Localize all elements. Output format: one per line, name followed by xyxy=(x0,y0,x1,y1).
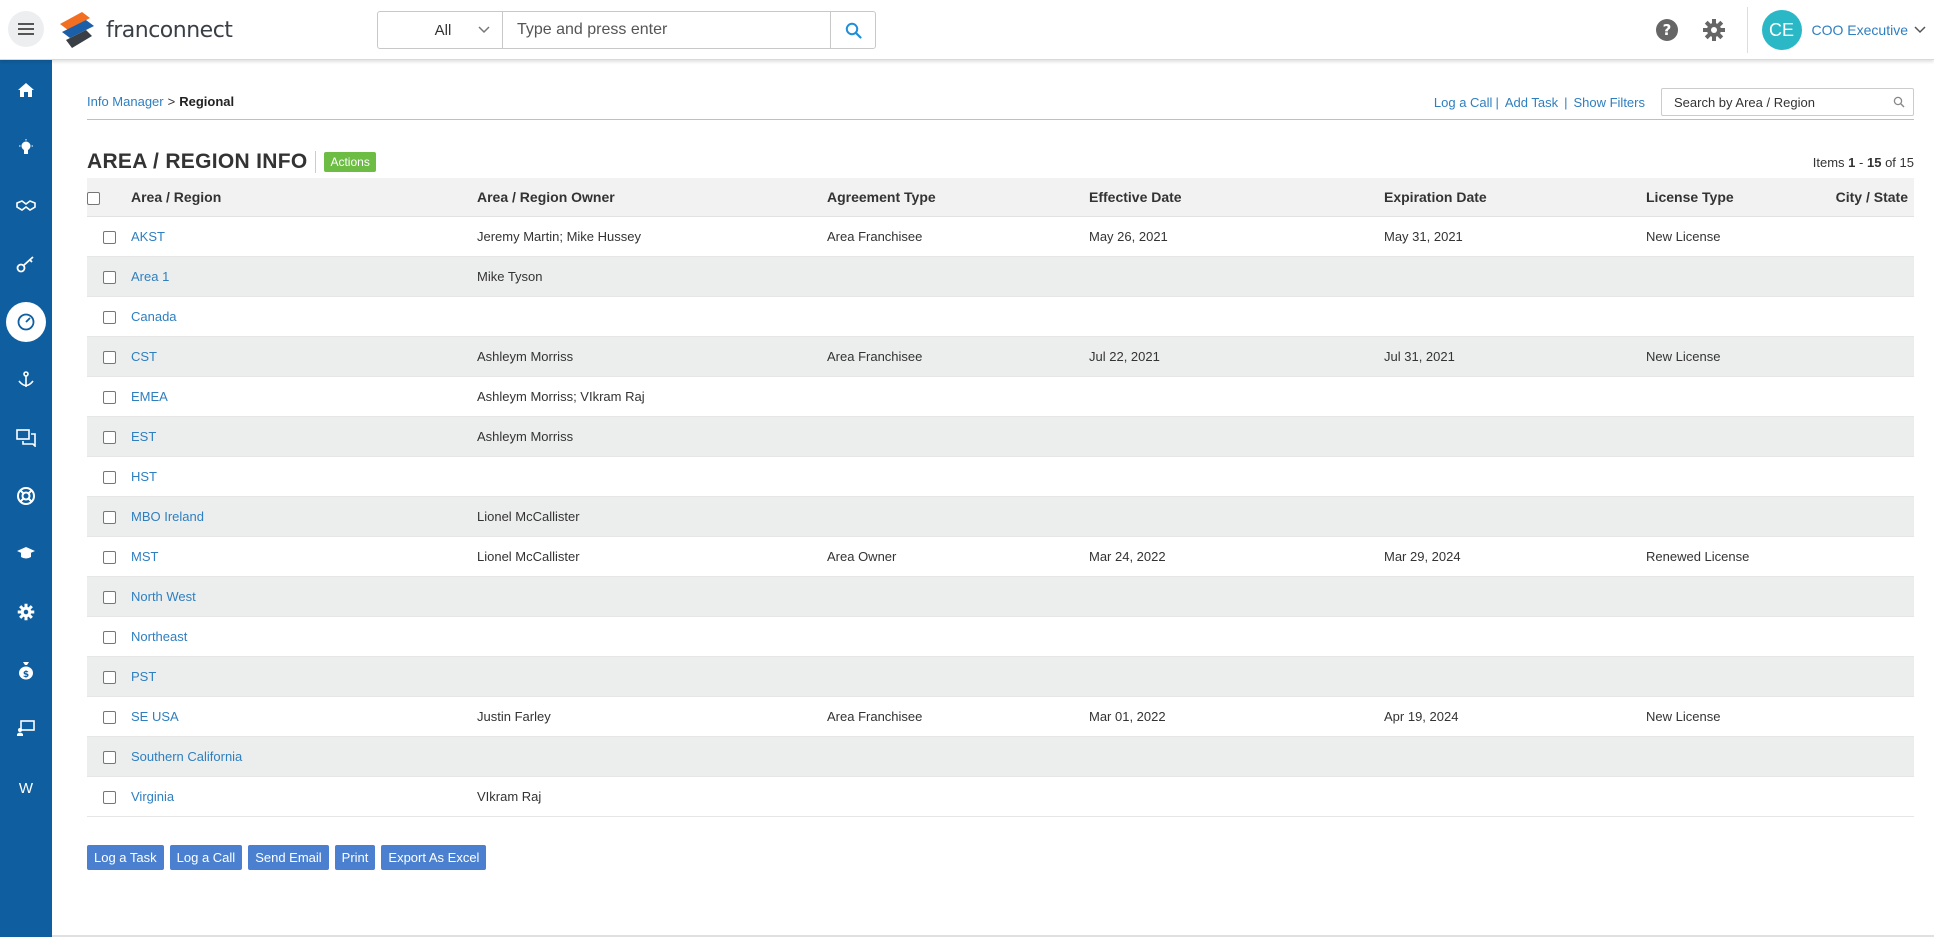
sidebar-item-home[interactable] xyxy=(0,70,52,110)
table-row xyxy=(87,416,1914,456)
column-header-license[interactable]: License Type xyxy=(1646,178,1826,216)
area-region-link[interactable]: AKST xyxy=(131,228,165,244)
row-checkbox-cell xyxy=(87,736,131,776)
settings-button[interactable] xyxy=(1700,16,1728,44)
column-header-agreement[interactable]: Agreement Type xyxy=(827,178,1089,216)
city-state-cell xyxy=(1826,296,1914,336)
city-state-cell xyxy=(1826,536,1914,576)
row-checkbox-cell xyxy=(87,456,131,496)
log-call-button[interactable]: Log a Call xyxy=(170,845,243,870)
divider xyxy=(315,151,316,173)
expiration-date-cell: May 31, 2021 xyxy=(1384,228,1463,244)
area-region-link[interactable]: MST xyxy=(131,548,159,564)
license-type-cell xyxy=(1646,616,1826,656)
items-count xyxy=(1813,155,1914,170)
table-row xyxy=(87,496,1914,536)
city-state-cell xyxy=(1826,696,1914,736)
breadcrumb xyxy=(87,94,234,109)
area-region-link[interactable]: HST xyxy=(131,468,157,484)
license-type-cell xyxy=(1646,256,1826,296)
breadcrumb-current: Regional xyxy=(179,94,235,109)
row-checkbox-cell xyxy=(87,576,131,616)
chevron-down-icon xyxy=(478,26,490,34)
area-region-link[interactable]: MBO Ireland xyxy=(131,508,204,524)
items-prefix: Items xyxy=(1812,154,1845,170)
owner-cell: Mike Tyson xyxy=(477,268,543,284)
area-region-cell xyxy=(131,376,477,416)
area-region-cell xyxy=(131,336,477,376)
row-checkbox[interactable] xyxy=(103,471,116,484)
owner-cell: Jeremy Martin; Mike Hussey xyxy=(477,228,641,244)
send-email-button[interactable]: Send Email xyxy=(248,845,328,870)
row-checkbox-cell xyxy=(87,776,131,816)
link-separator: | xyxy=(1564,94,1568,110)
row-checkbox[interactable] xyxy=(103,231,116,244)
city-state-cell xyxy=(1826,776,1914,816)
effective-date-cell xyxy=(1089,296,1384,336)
agreement-type-cell xyxy=(827,776,1089,816)
agreement-type-cell xyxy=(827,376,1089,416)
license-type-cell: New License xyxy=(1646,228,1721,244)
license-type-cell xyxy=(1646,736,1826,776)
row-checkbox-cell xyxy=(87,536,131,576)
title-row xyxy=(87,148,1914,176)
area-region-link[interactable]: CST xyxy=(131,348,157,364)
search-icon[interactable] xyxy=(1893,96,1905,108)
area-region-link[interactable]: EST xyxy=(131,428,157,444)
search-scope-value: All xyxy=(434,21,452,39)
help-icon xyxy=(1655,18,1679,42)
agreement-type-cell xyxy=(827,296,1089,336)
menu-icon xyxy=(18,28,34,30)
sidebar-item-access[interactable] xyxy=(0,244,52,284)
license-type-cell xyxy=(1646,776,1826,816)
area-region-cell xyxy=(131,696,477,736)
row-checkbox[interactable] xyxy=(103,751,116,764)
table-row xyxy=(87,376,1914,416)
items-total: of 15 xyxy=(1885,154,1914,170)
sidebar-item-training[interactable] xyxy=(0,534,52,574)
w-letter-icon: W xyxy=(18,779,34,797)
row-checkbox[interactable] xyxy=(103,391,116,404)
row-checkbox-cell xyxy=(87,696,131,736)
effective-date-cell: Jul 22, 2021 xyxy=(1089,348,1160,364)
sidebar-item-w[interactable] xyxy=(0,768,52,808)
sidebar-item-support[interactable] xyxy=(0,476,52,516)
log-call-link[interactable]: Log a Call xyxy=(1433,94,1493,110)
table-row xyxy=(87,736,1914,776)
items-from: 1 xyxy=(1848,154,1856,170)
chat-icon xyxy=(16,429,36,447)
license-type-cell xyxy=(1646,456,1826,496)
help-button[interactable] xyxy=(1653,16,1681,44)
gear-icon xyxy=(17,603,35,621)
add-task-link[interactable]: Add Task xyxy=(1504,94,1559,110)
sidebar-item-info-manager[interactable] xyxy=(0,302,52,342)
area-region-cell xyxy=(131,216,477,256)
row-checkbox-cell xyxy=(87,496,131,536)
show-filters-link[interactable]: Show Filters xyxy=(1573,94,1645,110)
area-region-link[interactable]: Northeast xyxy=(131,628,188,644)
effective-date-cell xyxy=(1089,616,1384,656)
sidebar-item-messages[interactable] xyxy=(0,418,52,458)
city-state-cell xyxy=(1826,216,1914,256)
city-state-cell xyxy=(1826,376,1914,416)
city-state-cell xyxy=(1826,496,1914,536)
print-button[interactable]: Print xyxy=(335,845,376,870)
table-row xyxy=(87,256,1914,296)
top-bar xyxy=(0,0,1934,60)
city-state-cell xyxy=(1826,576,1914,616)
license-type-cell xyxy=(1646,376,1826,416)
owner-cell xyxy=(477,576,827,616)
owner-cell: Ashleym Morriss xyxy=(477,428,574,444)
row-checkbox[interactable] xyxy=(103,431,116,444)
search-scope-select[interactable] xyxy=(378,12,503,48)
license-type-cell xyxy=(1646,576,1826,616)
license-type-cell: New License xyxy=(1646,708,1721,724)
row-checkbox[interactable] xyxy=(103,271,116,284)
owner-cell xyxy=(477,656,827,696)
agreement-type-cell: Area Franchisee xyxy=(827,708,923,724)
table-row xyxy=(87,656,1914,696)
bottom-actions xyxy=(87,845,492,870)
city-state-cell xyxy=(1826,736,1914,776)
city-state-cell xyxy=(1826,416,1914,456)
agreement-type-cell xyxy=(827,496,1089,536)
link-separator: | xyxy=(1495,94,1499,110)
row-checkbox[interactable] xyxy=(103,631,116,644)
select-all-checkbox[interactable] xyxy=(87,192,100,205)
sidebar-item-admin[interactable] xyxy=(0,592,52,632)
expiration-date-cell xyxy=(1384,776,1646,816)
effective-date-cell xyxy=(1089,656,1384,696)
expiration-date-cell xyxy=(1384,656,1646,696)
sidebar-item-reports[interactable] xyxy=(0,708,52,748)
license-type-cell xyxy=(1646,416,1826,456)
column-header-expiration[interactable]: Expiration Date xyxy=(1384,178,1646,216)
license-type-cell xyxy=(1646,496,1826,536)
agreement-type-cell: Area Franchisee xyxy=(827,228,923,244)
area-region-link[interactable]: North West xyxy=(131,588,196,604)
license-type-cell xyxy=(1646,656,1826,696)
row-checkbox-cell xyxy=(87,616,131,656)
owner-cell: Ashleym Morriss xyxy=(477,348,574,364)
presentation-icon xyxy=(16,719,36,737)
home-icon xyxy=(17,81,35,99)
table-row xyxy=(87,216,1914,256)
svg-text:$: $ xyxy=(22,670,30,680)
expiration-date-cell xyxy=(1384,256,1646,296)
effective-date-cell xyxy=(1089,256,1384,296)
area-region-link[interactable]: Area 1 xyxy=(131,268,170,284)
sidebar-item-operations[interactable] xyxy=(0,360,52,400)
franconnect-logo[interactable] xyxy=(56,10,232,50)
agreement-type-cell xyxy=(827,456,1089,496)
area-region-cell xyxy=(131,536,477,576)
row-checkbox-cell xyxy=(87,296,131,336)
lifebuoy-icon xyxy=(16,486,36,506)
row-checkbox-cell xyxy=(87,416,131,456)
area-region-link[interactable]: Southern California xyxy=(131,748,243,764)
sidebar xyxy=(0,60,52,937)
expiration-date-cell xyxy=(1384,736,1646,776)
area-search-input[interactable] xyxy=(1674,95,1893,110)
city-state-cell xyxy=(1826,656,1914,696)
chevron-down-icon[interactable] xyxy=(1914,26,1926,34)
owner-cell: Ashleym Morriss; VIkram Raj xyxy=(477,388,645,404)
city-state-cell xyxy=(1826,336,1914,376)
svg-text:?: ? xyxy=(1662,21,1671,39)
effective-date-cell xyxy=(1089,416,1384,456)
agreement-type-cell xyxy=(827,416,1089,456)
effective-date-cell: Mar 24, 2022 xyxy=(1089,548,1166,564)
area-region-link[interactable]: SE USA xyxy=(131,708,179,724)
area-region-link[interactable]: PST xyxy=(131,668,157,684)
agreement-type-cell: Area Franchisee xyxy=(827,348,923,364)
expiration-date-cell xyxy=(1384,456,1646,496)
table-row xyxy=(87,616,1914,656)
license-type-cell xyxy=(1646,296,1826,336)
select-all-cell xyxy=(87,178,131,216)
anchor-icon xyxy=(17,371,35,389)
money-bag-icon xyxy=(17,660,35,680)
effective-date-cell: May 26, 2021 xyxy=(1089,228,1168,244)
owner-cell xyxy=(477,736,827,776)
table-row xyxy=(87,336,1914,376)
area-region-link[interactable]: Canada xyxy=(131,308,177,324)
hamburger-menu-button[interactable] xyxy=(8,11,44,47)
row-checkbox[interactable] xyxy=(103,511,116,524)
user-menu-name[interactable]: COO Executive xyxy=(1811,22,1908,38)
agreement-type-cell xyxy=(827,616,1089,656)
row-checkbox[interactable] xyxy=(103,351,116,364)
owner-cell: Lionel McCallister xyxy=(477,548,580,564)
page-actions-links xyxy=(1434,88,1914,116)
owner-cell xyxy=(477,296,827,336)
area-region-cell xyxy=(131,776,477,816)
city-state-cell xyxy=(1826,456,1914,496)
agreement-type-cell: Area Owner xyxy=(827,548,897,564)
export-excel-button[interactable]: Export As Excel xyxy=(381,845,486,870)
area-region-cell xyxy=(131,736,477,776)
owner-cell xyxy=(477,616,827,656)
expiration-date-cell xyxy=(1384,576,1646,616)
row-checkbox[interactable] xyxy=(103,791,116,804)
row-checkbox[interactable] xyxy=(103,551,116,564)
graduation-cap-icon xyxy=(16,546,36,562)
breadcrumb-separator: > xyxy=(167,94,176,109)
sidebar-item-ideas[interactable] xyxy=(0,128,52,168)
owner-cell: VIkram Raj xyxy=(477,788,542,804)
breadcrumb-info-manager[interactable]: Info Manager xyxy=(87,94,164,109)
effective-date-cell xyxy=(1089,376,1384,416)
row-checkbox-cell xyxy=(87,656,131,696)
area-region-cell xyxy=(131,416,477,456)
expiration-date-cell xyxy=(1384,296,1646,336)
search-icon xyxy=(845,22,862,39)
agreement-type-cell xyxy=(827,256,1089,296)
table-header-row xyxy=(87,178,1914,216)
row-checkbox[interactable] xyxy=(103,671,116,684)
expiration-date-cell xyxy=(1384,416,1646,456)
city-state-cell xyxy=(1826,256,1914,296)
gear-icon xyxy=(1702,18,1726,42)
avatar[interactable]: CE xyxy=(1762,10,1802,50)
expiration-date-cell: Apr 19, 2024 xyxy=(1384,708,1459,724)
actions-button[interactable]: Actions xyxy=(324,152,375,172)
key-icon xyxy=(16,255,36,273)
page-title: AREA / REGION INFO xyxy=(87,150,308,173)
area-region-cell xyxy=(131,616,477,656)
effective-date-cell xyxy=(1089,456,1384,496)
column-header-city[interactable]: City / State xyxy=(1826,178,1914,216)
log-task-button[interactable]: Log a Task xyxy=(87,845,164,870)
area-region-cell xyxy=(131,656,477,696)
owner-cell: Justin Farley xyxy=(477,708,551,724)
items-to: 15 xyxy=(1866,154,1882,170)
license-type-cell: Renewed License xyxy=(1646,548,1750,564)
search-button[interactable] xyxy=(830,12,875,48)
area-region-cell xyxy=(131,576,477,616)
area-region-cell xyxy=(131,456,477,496)
effective-date-cell: Mar 01, 2022 xyxy=(1089,708,1166,724)
row-checkbox[interactable] xyxy=(103,711,116,724)
owner-cell xyxy=(477,456,827,496)
city-state-cell xyxy=(1826,616,1914,656)
sidebar-item-finance[interactable] xyxy=(0,650,52,690)
area-region-cell xyxy=(131,296,477,336)
gauge-icon xyxy=(16,312,36,332)
expiration-date-cell xyxy=(1384,496,1646,536)
column-header-area[interactable]: Area / Region xyxy=(131,178,477,216)
table-row xyxy=(87,456,1914,496)
expiration-date-cell xyxy=(1384,376,1646,416)
row-checkbox-cell xyxy=(87,376,131,416)
row-checkbox-cell xyxy=(87,256,131,296)
license-type-cell: New License xyxy=(1646,348,1721,364)
global-search xyxy=(377,11,876,49)
agreement-type-cell xyxy=(827,656,1089,696)
effective-date-cell xyxy=(1089,776,1384,816)
agreement-type-cell xyxy=(827,576,1089,616)
table-row xyxy=(87,576,1914,616)
expiration-date-cell xyxy=(1384,616,1646,656)
global-search-input[interactable] xyxy=(503,12,830,48)
column-header-owner[interactable]: Area / Region Owner xyxy=(477,178,827,216)
table-row xyxy=(87,296,1914,336)
row-checkbox-cell xyxy=(87,336,131,376)
logo-text: franconnect xyxy=(106,17,233,43)
row-checkbox[interactable] xyxy=(103,591,116,604)
area-region-table xyxy=(87,178,1914,817)
table-row xyxy=(87,696,1914,736)
table-row xyxy=(87,536,1914,576)
expiration-date-cell: Jul 31, 2021 xyxy=(1384,348,1455,364)
table-row xyxy=(87,776,1914,816)
handshake-icon xyxy=(16,198,36,214)
lightbulb-icon xyxy=(17,139,35,157)
effective-date-cell xyxy=(1089,496,1384,536)
area-region-link[interactable]: Virginia xyxy=(131,788,175,804)
logo-icon xyxy=(56,10,100,50)
divider xyxy=(1747,7,1748,53)
area-search-box xyxy=(1661,88,1914,116)
effective-date-cell xyxy=(1089,736,1384,776)
effective-date-cell xyxy=(1089,576,1384,616)
top-right-tools xyxy=(1653,0,1934,60)
owner-cell: Lionel McCallister xyxy=(477,508,580,524)
area-region-cell xyxy=(131,256,477,296)
area-region-link[interactable]: EMEA xyxy=(131,388,168,404)
agreement-type-cell xyxy=(827,736,1089,776)
table-body xyxy=(87,216,1914,816)
row-checkbox-cell xyxy=(87,216,131,256)
row-checkbox[interactable] xyxy=(103,311,116,324)
expiration-date-cell: Mar 29, 2024 xyxy=(1384,548,1461,564)
sidebar-item-partners[interactable] xyxy=(0,186,52,226)
items-dash: - xyxy=(1859,154,1864,170)
area-region-cell xyxy=(131,496,477,536)
column-header-effective[interactable]: Effective Date xyxy=(1089,178,1384,216)
header-divider xyxy=(87,119,1914,120)
